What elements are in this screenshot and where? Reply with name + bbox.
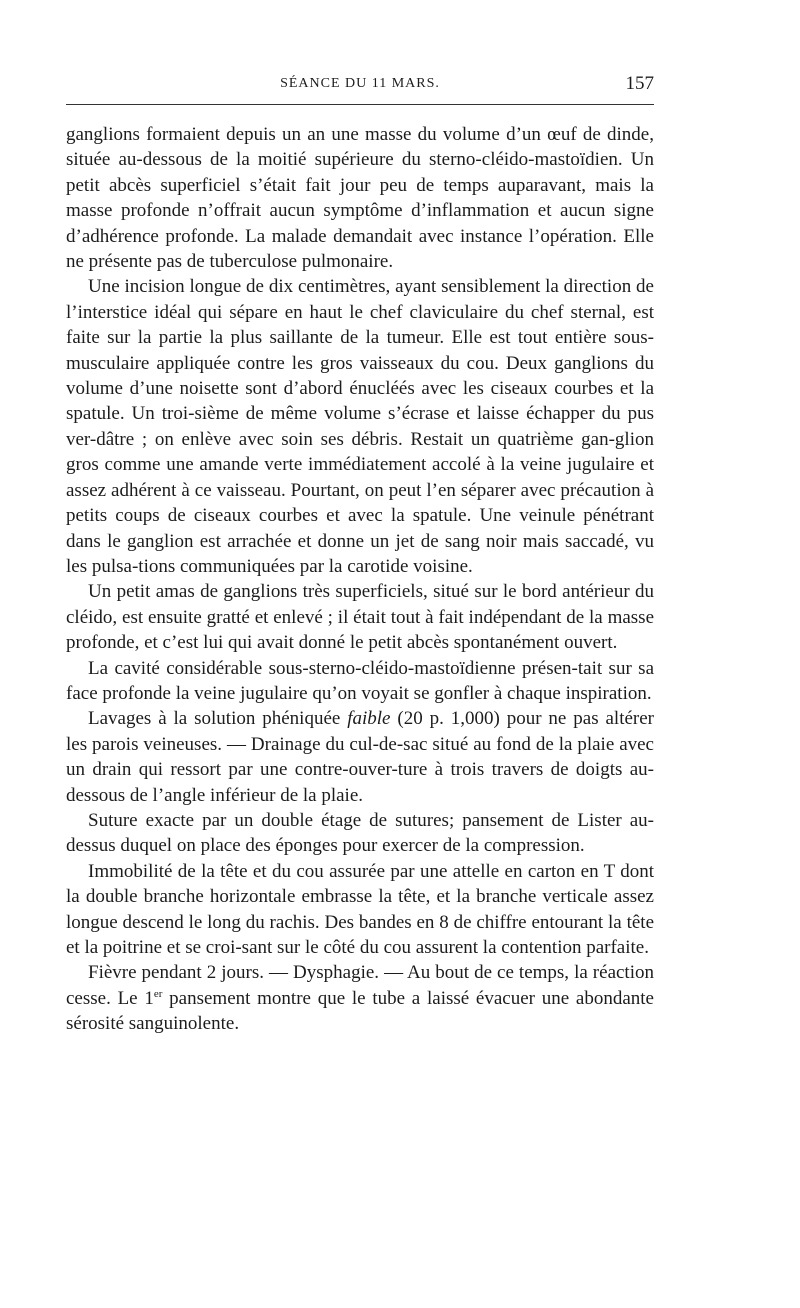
paragraph-text: ganglions formaient depuis un an une masse du volume d’un œuf de dinde, située au-dessous de la moitié supérieure du sterno-cléido-mastoïdien. Un petit abcès superficiel s’était fait jour peu de temps auparavant, mais la masse profonde n’offrait aucun symptôme d’inflammation et aucun signe d’adhérence profonde. La malade demandait avec instance l’opération. Elle ne présente pas de tuberculose pulmonaire. [66, 124, 654, 273]
paragraph-text: Fièvre pendant 2 jours. — Dysphagie. — Au bout de ce temps, la réaction cesse. Le 1 [66, 962, 654, 1009]
paragraph-text: Un petit amas de ganglions très superficiels, situé sur le bord antérieur du cléido, est ensuite gratté et enlevé ; il était tout à fait indépendant de la masse profonde, et c’est lui qui avait donné le petit abcès spontanément ouvert. [66, 581, 654, 654]
body-text [66, 122, 654, 1037]
paragraph-text: Immobilité de la tête et du cou assurée par une attelle en carton en T dont la double branche horizontale embrasse la tête, et la branche verticale assez longue descend le long du rachis. Des bandes en 8 de chiffre entourant la tête et la poitrine et se croi-sant sur le côté du cou assurent la contention parfaite. [66, 860, 654, 958]
paragraph-continuation [66, 122, 654, 274]
paragraph-text: (20 p. 1,000) pour ne pas altérer les parois veineuses. — Drainage du cul-de-sac situé au fond de la plaie avec un drain qui ressort par une contre-ouver-ture à trois travers de doigts au-dessous de l’angle inférieur de la plaie. [66, 708, 654, 806]
running-head: SÉANCE DU 11 MARS. [280, 76, 440, 91]
italic-word: faible [347, 708, 391, 730]
paragraph [66, 656, 654, 707]
paragraph [66, 274, 654, 579]
paragraph-text: pansement montre que le tube a laissé évacuer une abondante sérosité sanguinolente. [66, 987, 654, 1035]
paragraph [66, 960, 654, 1036]
paragraph [66, 859, 654, 961]
paragraph-text: La cavité considérable sous-sterno-cléido-mastoïdienne présen-tait sur sa face profonde la veine jugulaire qu’on voyait se gonfler à chaque inspiration. [66, 657, 654, 704]
paragraph [66, 808, 654, 859]
page-number: 157 [625, 73, 654, 94]
paragraph-text: Une incision longue de dix centimètres, ayant sensiblement la direction de l’interstice idéal qui sépare en haut le chef claviculaire du chef sternal, est faite sur la partie la plus saillante de la tumeur. Elle est tout entière sous-musculaire appliquée contre les gros vaisseaux du cou. Deux ganglions du volume d’une noisette sont d’abord énucléés avec les ciseaux courbes et la spatule. Un troi-sième de même volume s’écrase et laisse échapper du pus ver-dâtre ; on enlève avec soin ses débris. Restait un quatrième gan-glion gros comme une amande verte immédiatement accolé à la veine jugulaire et assez adhérent à ce vaisseau. Pourtant, on peut l’en séparer avec précaution à petits coups de ciseaux courbes et avec la spatule. Une veinule pénétrant dans le ganglion est arrachée et donne un jet de sang noir mais saccadé, vu les pulsa-tions communiquées par la carotide voisine. [66, 276, 654, 577]
page-header [66, 70, 654, 98]
ordinal-superscript: er [153, 987, 163, 1000]
paragraph-text: Suture exacte par un double étage de sutures; pansement de Lister au-dessus duquel on place des éponges pour exercer de la compression. [66, 809, 654, 857]
header-rule [66, 104, 654, 105]
paragraph-text: Lavages à la solution phéniquée [88, 708, 348, 730]
paragraph [66, 579, 654, 655]
paragraph [66, 706, 654, 808]
